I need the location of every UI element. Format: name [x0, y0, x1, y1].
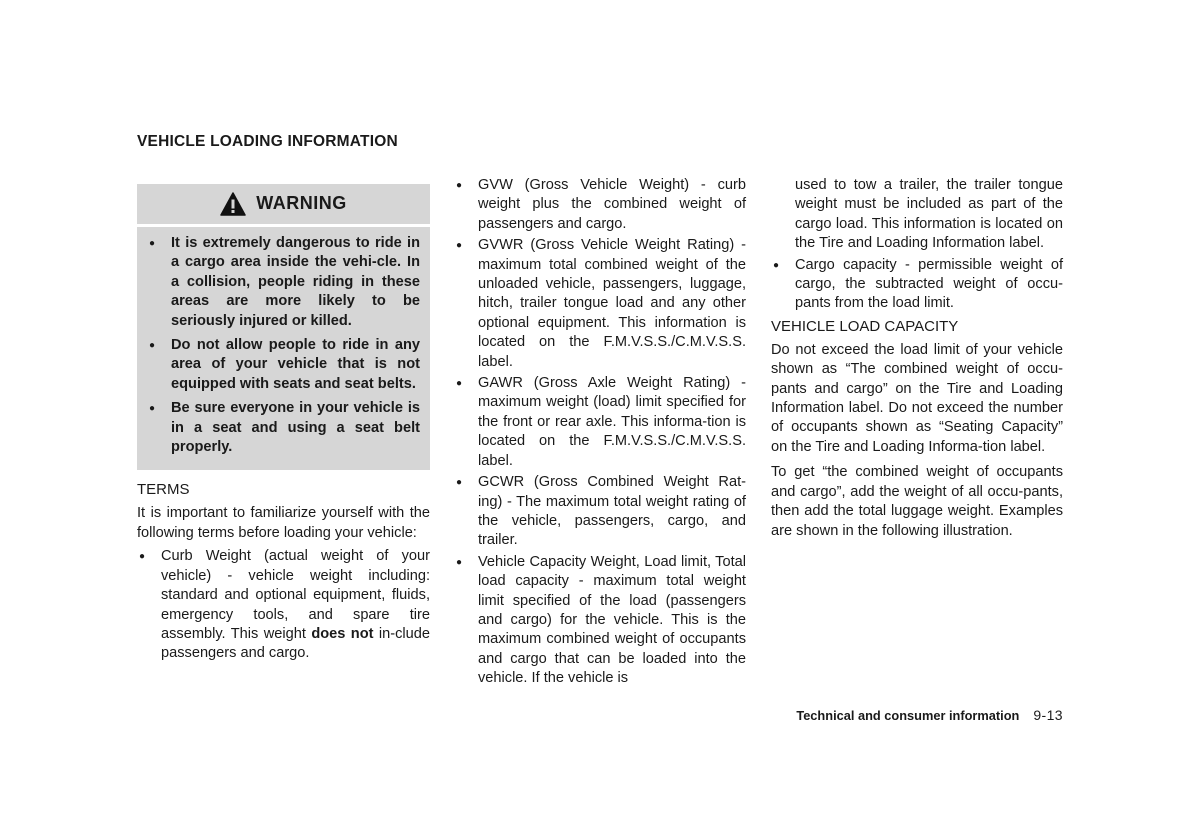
- term-gvwr: ● GVWR (Gross Vehicle Weight Rating) - maximum total combined weight of the unloaded vehicle, passengers, luggage, hitch, trailer tongue load and any other optional equipment. This information is located on the F.M.V.S.S./C.M.V.S.S. label.: [454, 236, 746, 372]
- term-curb-weight: [137, 547, 430, 663]
- page-number: 9-13: [1033, 707, 1063, 723]
- terms-heading: TERMS: [137, 481, 190, 499]
- load-capacity-heading: VEHICLE LOAD CAPACITY: [771, 317, 959, 335]
- curb-text: Curb Weight (actual weight of your vehicle) - vehicle weight including: standard and optional equipment, fluids, emergency tools, and spare tire assembly. This weight: [161, 548, 430, 642]
- warning-item: ● It is extremely dangerous to ride in a cargo area inside the vehi-cle. In a collision, people riding in these areas are more likely to be seriously injured or killed.: [147, 234, 420, 331]
- footer-section-title: Technical and consumer information: [796, 708, 1020, 723]
- terms-intro: It is important to familiarize yourself with the following terms before loading your vehicle:: [137, 505, 430, 541]
- warning-item: ● Do not allow people to ride in any area of your vehicle that is not equipped with seats and seat belts.: [147, 336, 420, 394]
- warning-header: [137, 184, 430, 227]
- column-right: [771, 176, 1063, 541]
- column-left: [137, 132, 430, 666]
- terms-list-2: [454, 176, 746, 689]
- section-title: VEHICLE LOADING INFORMATION: [137, 133, 398, 150]
- warning-label: WARNING: [256, 193, 347, 214]
- term-continuation: used to tow a trailer, the trailer tongue weight must be included as part of the cargo load. This information is located on the Tire and Loading Information label.: [795, 177, 1063, 252]
- warning-list: [147, 227, 420, 457]
- warning-triangle-icon: [220, 192, 246, 216]
- term-gcwr: ● GCWR (Gross Combined Weight Rat-ing) - The maximum total weight rating of the vehicle, passengers, cargo, and trailer.: [454, 473, 746, 551]
- curb-emphasis: does not: [311, 625, 374, 642]
- load-capacity-paragraph: To get “the combined weight of occupants and cargo”, add the weight of all occu-pants, then add the total luggage weight. Examples are shown in the following illustration.: [771, 464, 1063, 539]
- load-capacity-paragraph: Do not exceed the load limit of your vehicle shown as “The combined weight of occu-pants and cargo” on the Tire and Loading Information label. Do not exceed the number of occupants shown as “Seating Capacity” on the Tire and Loading Informa-tion label.: [771, 341, 1063, 455]
- term-gawr: ● GAWR (Gross Axle Weight Rating) - maximum weight (load) limit specified for the front or rear axle. This informa-tion is located on the F.M.V.S.S./C.M.V.S.S. label.: [454, 374, 746, 471]
- warning-item: ● Be sure everyone in your vehicle is in a seat and using a seat belt properly.: [147, 399, 420, 457]
- column-middle: [454, 176, 746, 691]
- term-vehicle-capacity: ● Vehicle Capacity Weight, Load limit, Total load capacity - maximum total weight limit specified of the load (passengers and cargo) for the vehicle. This is the maximum combined weight of occupants and cargo that can be loaded into the vehicle. If the vehicle is: [454, 553, 746, 689]
- terms-list-3: [771, 176, 1063, 314]
- term-cargo-capacity: ● Cargo capacity - permissible weight of cargo, the subtracted weight of occu-pants from the load limit.: [771, 256, 1063, 314]
- term-gvw: ● GVW (Gross Vehicle Weight) - curb weight plus the combined weight of passengers and cargo.: [454, 176, 746, 234]
- page-footer: [796, 706, 1063, 725]
- warning-box: [137, 184, 430, 470]
- terms-list-1: [137, 547, 430, 663]
- curb-text-end: in-clude passengers and cargo.: [161, 625, 430, 662]
